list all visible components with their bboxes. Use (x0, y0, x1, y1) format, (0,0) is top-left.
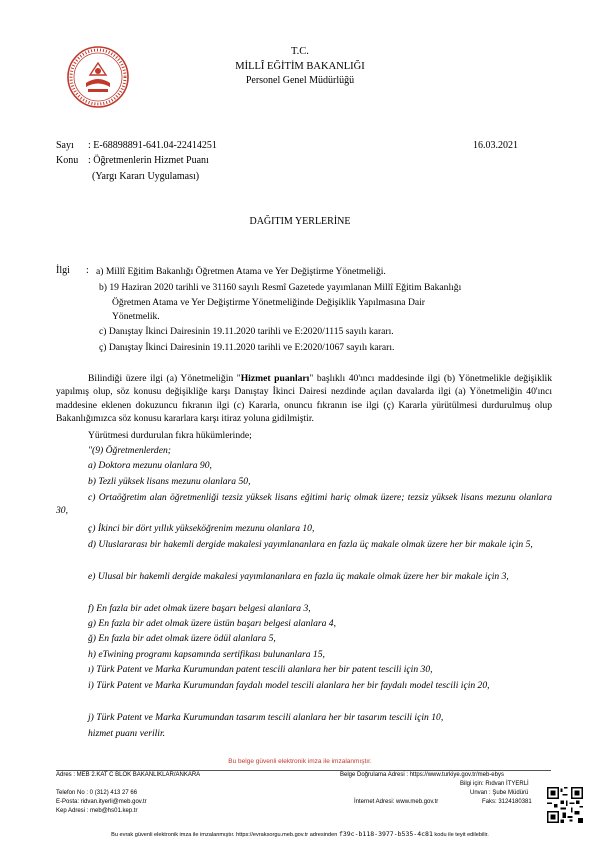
verification-footer: Bu evrak güvenli elektronik imza ile imzalanmıştır. https://evraksorgu.meb.gov.tr adresinden f39c-b118-3977-b535-4c81 kodu ile teyit edilebilir. (111, 830, 489, 838)
clause-last: hizmet puanı verilir. (88, 728, 166, 739)
verification-code: f39c-b118-3977-b535-4c81 (338, 830, 433, 838)
ilgi-colon: : (86, 265, 89, 276)
footer-phone: Telefon No : 0 (312) 413 27 66 (56, 790, 138, 796)
header-tc: T.C. (291, 46, 309, 57)
bold-hizmet-puanlari: Hizmet puanları (240, 373, 310, 384)
footer-title: Unvan : Şube Müdürü (470, 790, 529, 796)
ilgi-item-cc: ç) Danıştay İkinci Dairesinin 19.11.2020 tarihli ve E:2020/1067 sayılı kararı. (99, 342, 395, 353)
footer-info-person: Bilgi için: Rıdvan İTYERLİ (460, 781, 529, 787)
footer-email[interactable]: E-Posta: ridvan.ityerli@meb.gov.tr (56, 799, 147, 805)
document-date: 16.03.2021 (473, 140, 518, 151)
qr-code-icon (547, 787, 583, 823)
clause-ii: i) Türk Patent ve Marka Kurumundan faydalı model tescili alanlara her bir faydalı model tescili için 20, (88, 680, 490, 691)
footer-internet[interactable]: İnternet Adresi: www.meb.gov.tr (354, 799, 439, 805)
sayi-label: Sayı (56, 140, 74, 151)
meb-seal-icon (66, 45, 130, 109)
konu-label: Konu (56, 155, 79, 166)
footer-kep[interactable]: Kep Adresi : meb@hs01.kep.tr (56, 808, 138, 814)
clause-a: a) Doktora mezunu olanlara 90, (88, 460, 212, 471)
ilgi-item-b: b) 19 Haziran 2020 tarihli ve 31160 sayılı Resmî Gazetede yayımlanan Millî Eğitim Bakanlığı (99, 282, 462, 293)
footer-fax: Faks: 3124180381 (482, 799, 532, 805)
ilgi-item-a: a) Millî Eğitim Bakanlığı Öğretmen Atama ve Yer Değiştirme Yönetmeliği. (96, 266, 386, 277)
clause-h: h) eTwining programı kapsamında sertifikası bulunanlara 15, (88, 649, 325, 660)
quote-start: "(9) Öğretmenlerden; (88, 445, 171, 456)
header-directorate: Personel Genel Müdürlüğü (245, 75, 355, 86)
clause-e: e) Ulusal bir hakemli dergide makalesi yayımlananlara en fazla üç makale olmak üzere her bir makale için 3, (88, 571, 509, 582)
ilgi-label: İlgi (56, 265, 70, 276)
clause-b: b) Tezli yüksek lisans mezunu olanlara 50, (88, 476, 251, 487)
body-paragraph-1: Bilindiği üzere ilgi (a) Yönetmeliğin "Hizmet puanları" başlıklı 40'ıncı maddesinde ilgi (b) Yönetmelikle değişiklik yapılmış olup, söz konusu değişikliğe karşı Danıştay İkinci Dairesi nezdinde açılan davalarda ilgi (a) Yönetmeliğin 40'ıncı maddesine eklenen dokuzuncu fıkranın ilgi (c) Kararla, onuncu fıkranın ise ilgi (ç) Kararla yürütülmesi durdurulmuş olup Bakanlığımızca söz konusu kararlara karşı itiraz yoluna gidilmiştir. (56, 373, 552, 425)
esign-note: Bu belge güvenli elektronik imza ile imzalanmıştır. (228, 758, 372, 765)
clause-i: ı) Türk Patent ve Marka Kurumundan patent tescili alanlara her bir patent tescili için 30, (88, 664, 433, 675)
konu-value-subtitle: (Yargı Kararı Uygulaması) (92, 171, 200, 182)
ilgi-item-c: c) Danıştay İkinci Dairesinin 19.11.2020 tarihli ve E:2020/1115 sayılı kararı. (99, 326, 394, 337)
ilgi-item-b-end: Yönetmelik. (112, 311, 160, 322)
clause-j: j) Türk Patent ve Marka Kurumundan tasarım tescili alanlara her bir tasarım tescili için 10, (88, 712, 444, 723)
clause-cc: ç) İkinci bir dört yıllık yükseköğrenim mezunu olanlara 10, (88, 523, 315, 534)
clause-c: c) Ortaöğretim alan öğretmenliği tezsiz yüksek lisans eğitimi hariç olmak üzere; tezsiz yüksek lisans mezunu olanlara 30, (56, 492, 552, 517)
footer-address: Adres : MEB 2.KAT C BLOK BAKANLIKLAR/ANKARA (56, 772, 201, 778)
ilgi-item-b-cont: Öğretmen Atama ve Yer Değiştirme Yönetmeliğinde Değişiklik Yapılmasına Dair (112, 297, 425, 308)
distribution-heading: DAĞITIM YERLERİNE (249, 216, 351, 227)
clause-g: g) En fazla bir adet olmak üzere üstün başarı belgesi alanlara 4, (88, 618, 337, 629)
clause-d: d) Uluslararası bir hakemli dergide makalesi yayımlananlara en fazla üç makale olmak üzere her bir makale için 5, (88, 539, 533, 550)
sayi-value: : E-68898891-641.04-22414251 (88, 140, 217, 151)
footer-verify-link[interactable]: Belge Doğrulama Adresi : https://www.turkiye.gov.tr/meb-ebys (340, 772, 504, 778)
body-paragraph-2: Yürütmesi durdurulan fıkra hükümlerinde; (88, 430, 252, 441)
clause-f: f) En fazla bir adet olmak üzere başarı belgesi alanlara 3, (88, 603, 311, 614)
header-ministry: MİLLÎ EĞİTİM BAKANLIĞI (235, 61, 365, 72)
konu-value: : Öğretmenlerin Hizmet Puanı (88, 155, 209, 166)
clause-gg: ğ) En fazla bir adet olmak üzere ödül alanlara 5, (88, 633, 276, 644)
